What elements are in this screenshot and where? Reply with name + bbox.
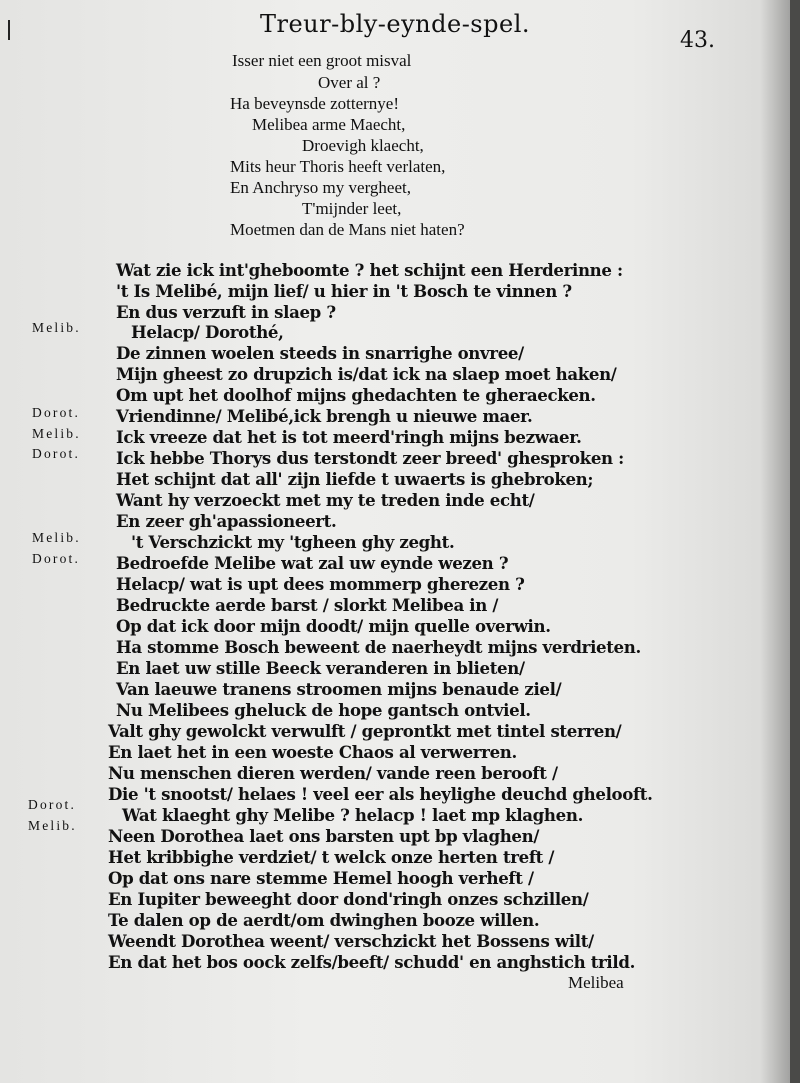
verse-line: Op dat ons nare stemme Hemel hoogh verheft / [108, 868, 534, 888]
verse-line: Het schijnt dat all' zijn liefde t uwaerts is ghebroken; [116, 469, 594, 489]
verse-line: Om upt het doolhof mijns ghedachten te gheraecken. [116, 385, 596, 405]
page-number: 43. [680, 28, 715, 53]
catchword: Melibea [568, 973, 624, 992]
song-line: Droevigh klaecht, [302, 136, 424, 155]
verse-line: 't Verschzickt my 'tgheen ghy zeght. [131, 532, 455, 552]
verse-line: Bedruckte aerde barst / slorkt Melibea in / [116, 595, 499, 615]
verse-line: Helacp/ Dorothé, [131, 322, 284, 342]
verse-line: Valt ghy gewolckt verwulft / geprontkt met tintel sterren/ [108, 721, 622, 741]
song-line: T'mijnder leet, [302, 199, 402, 218]
verse-line: Die 't snootst/ helaes ! veel eer als heylighe deuchd ghelooft. [108, 784, 653, 804]
speaker-label: Dorot. [32, 551, 81, 566]
verse-line: Weendt Dorothea weent/ verschzickt het Bossens wilt/ [108, 931, 594, 951]
verse-line: Bedroefde Melibe wat zal uw eynde wezen ? [116, 553, 509, 573]
verse-line: Ha stomme Bosch beweent de naerheydt mijns verdrieten. [116, 637, 641, 657]
speaker-label: Dorot. [32, 446, 81, 461]
verse-line: En laet uw stille Beeck veranderen in blieten/ [116, 658, 525, 678]
speaker-label: Melib. [28, 818, 77, 833]
speaker-label: Dorot. [28, 797, 77, 812]
verse-line: Vriendinne/ Melibé,ick brengh u nieuwe maer. [116, 406, 533, 426]
verse-line: Ick vreeze dat het is tot meerd'ringh mijns bezwaer. [116, 427, 582, 447]
verse-line: En Iupiter beweeght door dond'ringh onzes schzillen/ [108, 889, 589, 909]
speaker-label: Dorot. [32, 405, 81, 420]
verse-line: Helacp/ wat is upt dees mommerp gherezen ? [116, 574, 525, 594]
verse-line: En laet het in een woeste Chaos al verwerren. [108, 742, 517, 762]
verse-line: 't Is Melibé, mijn lief/ u hier in 't Bosch te vinnen ? [116, 281, 572, 301]
running-head: Treur-bly-eynde-spel. [259, 10, 530, 38]
page-edge-shadow [760, 0, 790, 1083]
song-line: Ha beveynsde zotternye! [230, 94, 399, 113]
verse-line: Neen Dorothea laet ons barsten upt bp vlaghen/ [108, 826, 540, 846]
speaker-label: Melib. [32, 530, 81, 545]
verse-line: Wat klaeght ghy Melibe ? helacp ! laet mp klaghen. [122, 805, 583, 825]
song-line: En Anchryso my vergheet, [230, 178, 411, 197]
song-line: Over al ? [318, 73, 381, 92]
song-line: Moetmen dan de Mans niet haten? [230, 220, 465, 239]
verse-line: En dus verzuft in slaep ? [116, 302, 336, 322]
verse-line: En zeer gh'apassioneert. [116, 511, 337, 531]
song-line: Mits heur Thoris heeft verlaten, [230, 157, 446, 176]
verse-line: Te dalen op de aerdt/om dwinghen booze willen. [108, 910, 540, 930]
verse-line: De zinnen woelen steeds in snarrighe onvree/ [116, 343, 524, 363]
verse-line: Ick hebbe Thorys dus terstondt zeer breed' ghesproken : [116, 448, 624, 468]
verse-line: Wat zie ick int'gheboomte ? het schijnt een Herderinne : [116, 260, 623, 280]
verse-line: Het kribbighe verdziet/ t welck onze herten treft / [108, 847, 555, 867]
song-line: Melibea arme Maecht, [252, 115, 406, 134]
verse-line: En dat het bos oock zelfs/beeft/ schudd' en anghstich trild. [108, 952, 636, 972]
verse-line: Op dat ick door mijn doodt/ mijn quelle overwin. [116, 616, 551, 636]
verse-line: Nu menschen dieren werden/ vande reen berooft / [108, 763, 558, 783]
speaker-label: Melib. [32, 426, 81, 441]
speaker-label: Melib. [32, 320, 81, 335]
verse-line: Mijn gheest zo drupzich is/dat ick na slaep moet haken/ [116, 364, 617, 384]
verse-line: Nu Melibees gheluck de hope gantsch ontviel. [116, 700, 531, 720]
verse-line: Want hy verzoeckt met my te treden inde echt/ [116, 490, 535, 510]
verse-line: Van laeuwe tranens stroomen mijns benaude ziel/ [116, 679, 562, 699]
song-line: Isser niet een groot misval [232, 51, 412, 70]
